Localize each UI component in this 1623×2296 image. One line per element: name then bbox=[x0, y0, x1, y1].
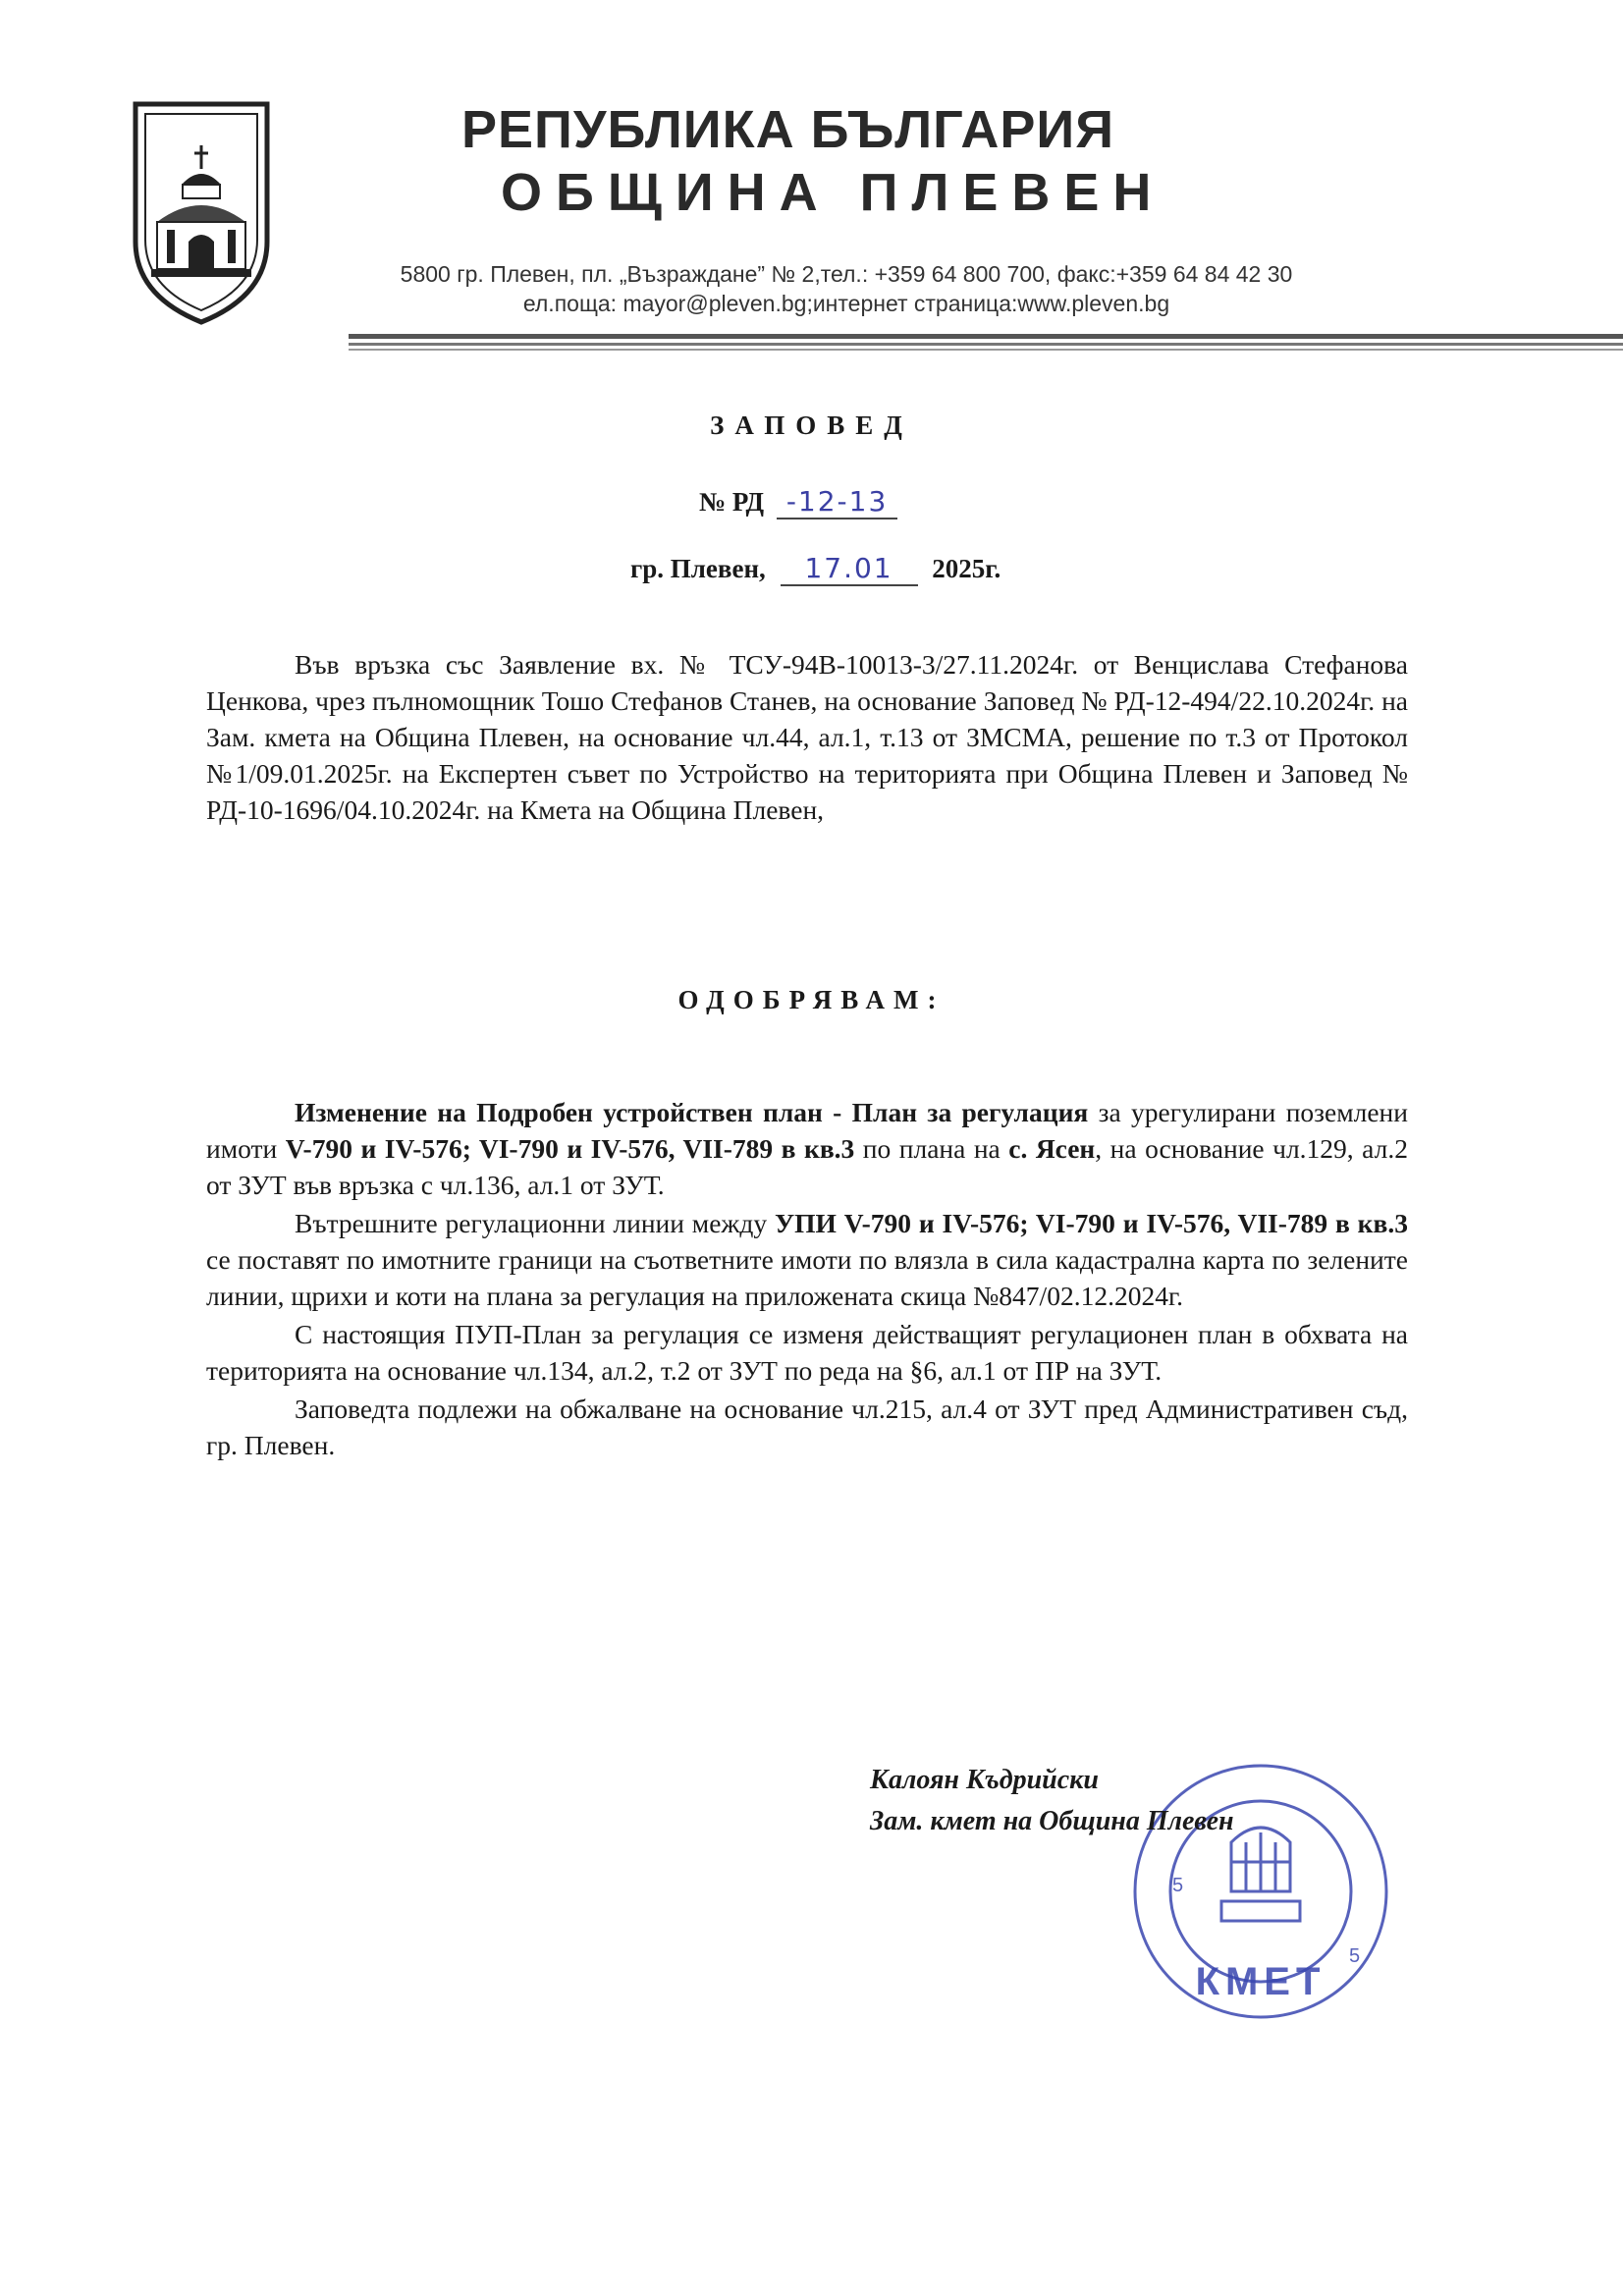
stamp-text: КМЕТ bbox=[1195, 1960, 1326, 2003]
order-number bbox=[699, 485, 897, 519]
municipality-crest-logo bbox=[128, 94, 275, 328]
order-title: ЗАПОВЕД bbox=[710, 410, 913, 440]
header-rule-mid bbox=[349, 343, 1623, 346]
order-date-handwritten: 17.01 bbox=[781, 552, 918, 586]
address-line: 5800 гр. Плевен, пл. „Възраждане” № 2,тел.: +359 64 800 700, факс:+359 64 84 42 30 bbox=[400, 261, 1293, 287]
letterhead-title bbox=[461, 98, 1164, 224]
header-rule-thin bbox=[349, 349, 1623, 351]
body-paragraph-1: Изменение на Подробен устройствен план - План за регулация за урегулирани поземлени имоти V-790 и IV-576; VI-790 и IV-576, VII-789 в кв.3 по плана на с. Ясен, на основание чл.129, ал.2 от ЗУТ във връзка с чл.136, ал.1 от ЗУТ. bbox=[206, 1097, 1408, 1200]
country-name: РЕПУБЛИКА БЪЛГАРИЯ bbox=[461, 100, 1115, 159]
order-year: 2025г. bbox=[932, 554, 1001, 583]
stamp-digit-left: 5 bbox=[1172, 1875, 1184, 1896]
body-paragraph-2: Вътрешните регулационни линии между УПИ V-790 и IV-576; VI-790 и IV-576, VII-789 в кв.3 се поставят по имотните граници на съответните имоти по влязла в сила кадастрална карта по зелените линии, щрихи и коти на плана за регулация на приложената скица №847/02.12.2024г. bbox=[206, 1208, 1408, 1311]
approve-heading: ОДОБРЯВАМ: bbox=[677, 985, 946, 1014]
header-rule-thick bbox=[349, 334, 1623, 339]
body-paragraph-3: С настоящия ПУП-План за регулация се изменя действащият регулационен план в обхвата на територията на основание чл.134, ал.2, т.2 от ЗУТ по реда на §6, ал.1 от ПР на ЗУТ. bbox=[206, 1319, 1408, 1386]
order-city: гр. Плевен, bbox=[630, 554, 766, 583]
body-paragraph-4: Заповедта подлежи на обжалване на основание чл.215, ал.4 от ЗУТ пред Административен съд, гр. Плевен. bbox=[206, 1394, 1408, 1460]
municipality-name: ОБЩИНА ПЛЕВЕН bbox=[501, 163, 1165, 222]
signature-block bbox=[870, 1760, 1234, 1842]
order-number-prefix: № РД bbox=[699, 487, 765, 517]
order-date bbox=[630, 552, 1001, 586]
signatory-position: Зам. кмет на Община Плевен bbox=[870, 1806, 1234, 1836]
order-number-handwritten: -12-13 bbox=[777, 485, 897, 519]
email-web-line: ел.поща: mayor@pleven.bg;интернет страница:www.pleven.bg bbox=[522, 291, 1170, 316]
order-body bbox=[206, 1094, 1408, 1465]
signatory-name: Калоян Къдрийски bbox=[870, 1765, 1099, 1795]
letterhead-contacts bbox=[306, 259, 1386, 318]
intro-paragraph: Във връзка със Заявление вх. № ТСУ-94В-10013-3/27.11.2024г. от Венцислава Стефанова Ценкова, чрез пълномощник Тошо Стефанов Станев, на основание Заповед № РД-12-494/22.10.2024г. на Зам. кмета на Община Плевен, на основание чл.44, ал.1, т.13 от ЗМСМА, решение по т.3 от Протокол №1/09.01.2025г. на Експертен съвет по Устройство на територията при Община Плевен и Заповед № РД-10-1696/04.10.2024г. на Кмета на Община Плевен, bbox=[206, 649, 1408, 825]
stamp-digit-right: 5 bbox=[1349, 1945, 1361, 1967]
